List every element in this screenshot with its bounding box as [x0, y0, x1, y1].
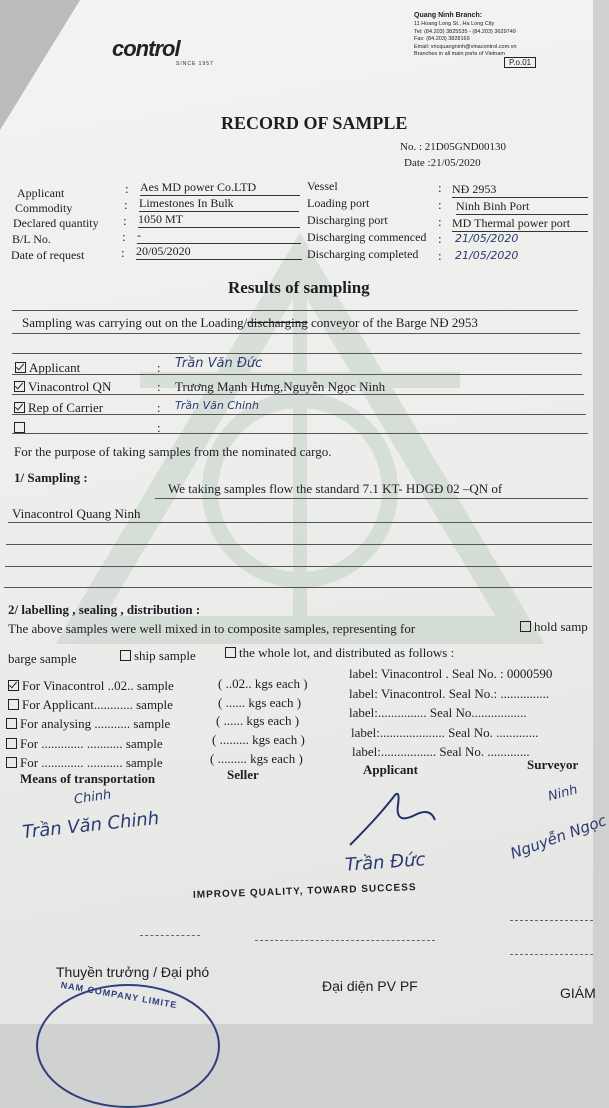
- info-value-vessel: NĐ 2953: [452, 182, 588, 198]
- signature-transport-top: Chinh: [73, 787, 113, 808]
- info-value-applicant: Aes MD power Co.LTD: [140, 180, 300, 196]
- option-hold-sample: hold samp: [520, 619, 588, 635]
- row-label: label:.................... Seal No. .............: [351, 725, 539, 740]
- sampling-heading: 1/ Sampling :: [14, 470, 88, 485]
- attendee-applicant-name: Trần Văn Đức: [175, 356, 263, 371]
- checkbox-blank[interactable]: [14, 422, 25, 433]
- company-stamp: [36, 984, 220, 1108]
- info-label-quantity: Declared quantity: [13, 216, 99, 230]
- distribution-row: For Applicant............ sample: [8, 697, 173, 713]
- sampling-text-2: Vinacontrol Quang Ninh: [12, 506, 141, 521]
- labelling-paragraph: The above samples were well mixed in to composite samples, representing for: [8, 621, 416, 636]
- checkbox-row-2[interactable]: [8, 699, 19, 710]
- checkbox-vinacontrol[interactable]: [14, 381, 25, 392]
- checkbox-ship[interactable]: [120, 650, 131, 661]
- attendee-vinacontrol-names: Trương Mạnh Hưng,Nguyễn Ngọc Ninh: [175, 379, 386, 394]
- footer-captain: Thuyền trưởng / Đại phó: [56, 964, 210, 980]
- sampling-text-1: We taking samples flow the standard 7.1 KT- HDGĐ 02 –QN of: [168, 481, 503, 496]
- distribution-row: For Vinacontrol ..02.. sample: [8, 678, 174, 694]
- info-label-request-date: Date of request: [11, 248, 85, 262]
- checkbox-carrier[interactable]: [14, 402, 25, 413]
- info-value-commenced: 21/05/2020: [455, 232, 519, 245]
- checkbox-hold[interactable]: [520, 621, 531, 632]
- info-label-completed: Discharging completed: [307, 247, 419, 261]
- option-whole-lot: the whole lot, and distributed as follows :: [225, 645, 454, 661]
- row-kgs: ( ...... kgs each ): [218, 695, 302, 710]
- distribution-row: For analysing ........... sample: [6, 716, 170, 732]
- form-code: P.o.01: [504, 57, 536, 68]
- info-value-loading-port: Ninh Binh Port: [456, 199, 588, 215]
- sig-header-surveyor: Surveyor: [527, 757, 579, 772]
- logo-since: SINCE 1957: [176, 61, 214, 67]
- info-label-vessel: Vessel: [307, 179, 338, 193]
- signature-surveyor-top: Ninh: [546, 782, 580, 805]
- results-heading: Results of sampling: [228, 278, 370, 297]
- info-value-request-date: 20/05/2020: [136, 244, 302, 260]
- attendee-applicant: Applicant: [15, 360, 80, 376]
- row-kgs: ( ..02.. kgs each ): [218, 676, 308, 691]
- info-label-commenced: Discharging commenced: [307, 230, 427, 244]
- info-label-loading-port: Loading port: [307, 196, 370, 210]
- checkbox-whole-lot[interactable]: [225, 647, 236, 658]
- distribution-row: For ............. ........... sample: [6, 736, 163, 752]
- purpose-text: For the purpose of taking samples from the nominated cargo.: [14, 444, 332, 459]
- doc-date: Date :21/05/2020: [404, 157, 481, 169]
- attendee-carrier: Rep of Carrier: [14, 400, 103, 416]
- info-label-applicant: Applicant: [17, 186, 65, 200]
- stamp-text: NAM COMPANY LIMITE: [60, 979, 179, 1011]
- signature-applicant-mark: [340, 785, 450, 855]
- sig-header-applicant: Applicant: [363, 762, 418, 777]
- info-label-commodity: Commodity: [15, 201, 73, 215]
- option-barge-sample: barge sample: [8, 651, 77, 666]
- footer-giam: GIÁM: [560, 985, 596, 1001]
- signature-applicant: Trần Đức: [344, 849, 427, 876]
- option-ship-sample: ship sample: [120, 648, 196, 664]
- checkbox-row-4[interactable]: [6, 738, 17, 749]
- info-value-commodity: Limestones In Bulk: [139, 196, 299, 212]
- checkbox-applicant[interactable]: [15, 362, 26, 373]
- branch-title: Quang Ninh Branch:: [414, 12, 483, 19]
- row-kgs: ( ...... kgs each ): [216, 713, 300, 728]
- distribution-row: For ............. ........... sample: [6, 755, 163, 771]
- checkbox-row-5[interactable]: [6, 757, 17, 768]
- footer-pv-pf: Đại diện PV PF: [322, 978, 418, 994]
- signature-transport: Trần Văn Chinh: [21, 807, 161, 844]
- info-value-bl: -: [137, 228, 301, 244]
- doc-number: No. : 21D05GND00130: [400, 141, 507, 153]
- checkbox-row-1[interactable]: [8, 680, 19, 691]
- row-kgs: ( ......... kgs each ): [210, 751, 303, 766]
- row-label: label:................. Seal No. .............: [352, 744, 530, 759]
- row-label: label:............... Seal No.................: [349, 705, 527, 720]
- attendee-vinacontrol: Vinacontrol QN: [14, 379, 111, 395]
- sig-header-transport: Means of transportation: [20, 771, 156, 786]
- attendee-carrier-name: Trần Văn Chinh: [175, 399, 259, 412]
- row-kgs: ( ......... kgs each ): [212, 732, 305, 747]
- info-value-completed: 21/05/2020: [455, 249, 519, 262]
- info-label-bl: B/L No.: [12, 232, 51, 246]
- signature-surveyor: Nguyễn Ngọc: [507, 811, 609, 863]
- checkbox-row-3[interactable]: [6, 718, 17, 729]
- info-value-quantity: 1050 MT: [138, 212, 300, 228]
- footer-slogan: IMPROVE QUALITY, TOWARD SUCCESS: [192, 882, 417, 901]
- row-label: label: Vinacontrol. Seal No.: ...............: [349, 686, 550, 701]
- page-title: RECORD OF SAMPLE: [221, 113, 408, 133]
- company-logo: control: [112, 36, 180, 61]
- info-value-discharging-port: MD Thermal power port: [452, 216, 588, 232]
- info-label-discharging-port: Discharging port: [307, 213, 388, 227]
- results-statement: Sampling was carrying out on the Loading/discharging conveyor of the Barge NĐ 2953: [22, 315, 478, 330]
- sig-header-seller: Seller: [227, 767, 259, 782]
- labelling-heading: 2/ labelling , sealing , distribution :: [8, 602, 201, 617]
- branch-lines: 11 Hoang Long St., Ha Long City Tel: (84.203) 3825535 - (84.203) 3629749 Fax: (84.203) 3828169 Email: vncquangninh@vinacontrol.com.vn Branches in all main ports of Vietnam: [414, 21, 517, 57]
- row-label: label: Vinacontrol . Seal No. : 0000590: [349, 666, 553, 681]
